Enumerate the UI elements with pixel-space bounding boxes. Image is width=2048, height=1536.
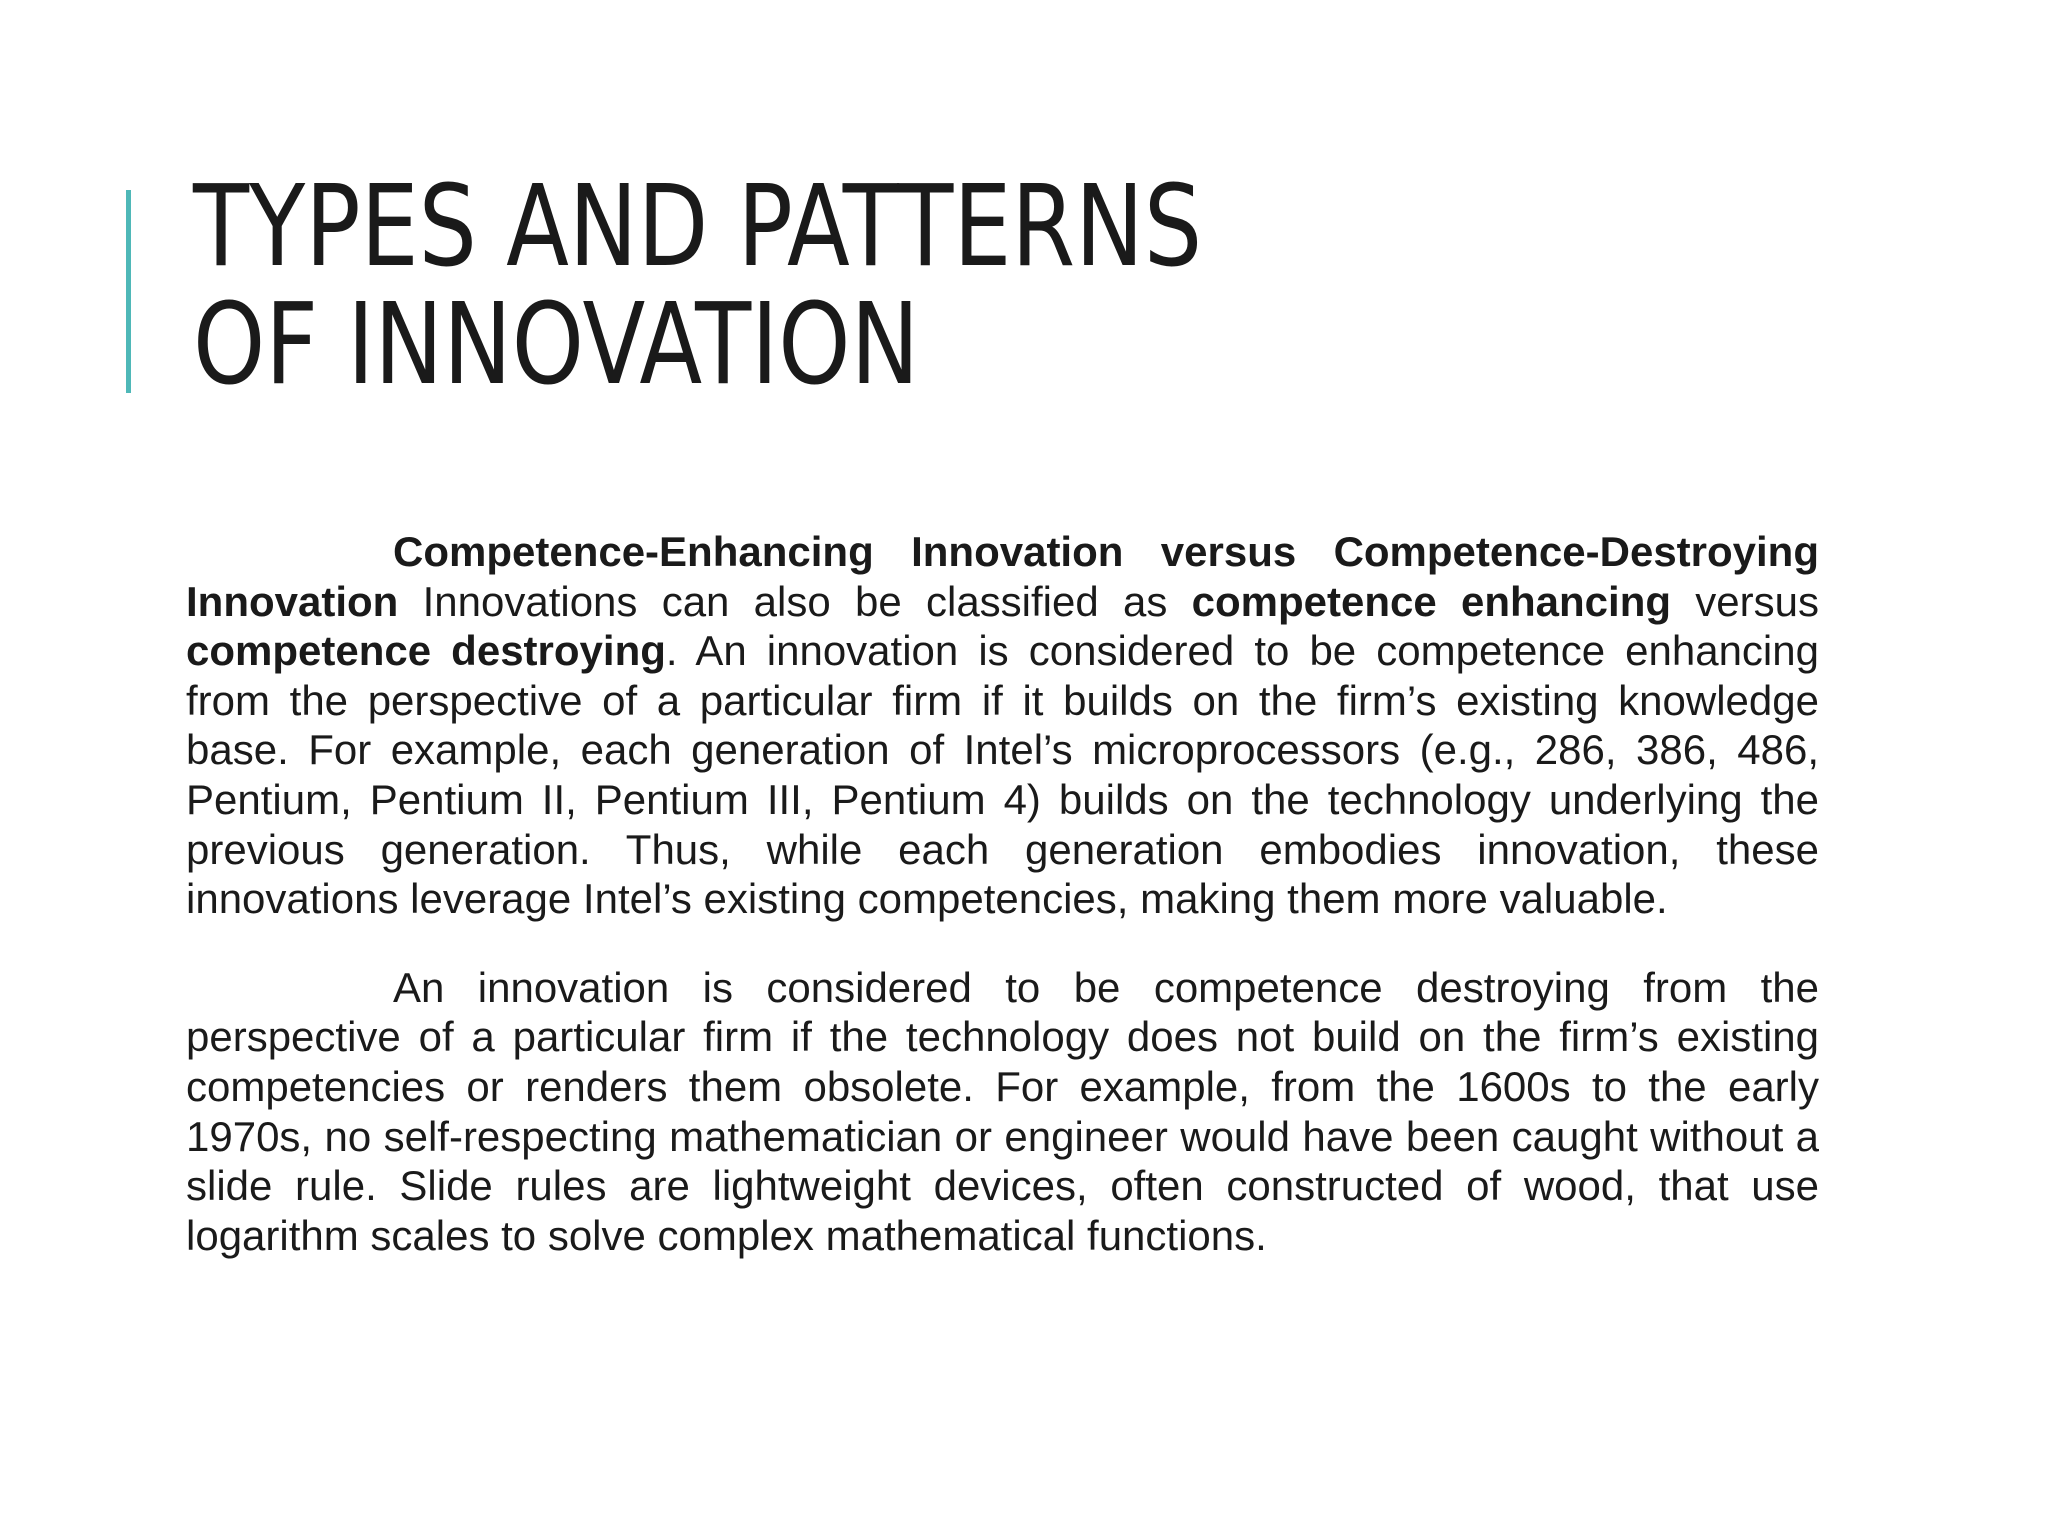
paragraph-text: versus [1671,577,1819,625]
slide-title [193,162,1423,410]
paragraph-heading: Competence-Enhancing Innovation versus Competence-Destroying Innovation [186,528,1819,625]
paragraph-competence-destroying: An innovation is considered to be competence destroying from the perspective of a particular firm if the technology does not build on the firm’s existing competencies or renders them obsolete. For example, from the 1600s to the early 1970s, no self-respecting mathematician or engineer would have been caught without a slide rule. Slide rules are lightweight devices, often constructed of wood, that use logarithm scales to solve complex mathematical functions. [186,963,1819,1259]
paragraph-text: Innovations can also be classified as [398,577,1192,625]
title-accent-bar [126,190,131,393]
paragraph-competence-enhancing [186,527,1819,924]
paragraph-text: . An innovation is considered to be competence enhancing from the perspective of a particular firm if it builds on the firm’s existing knowledge base. For example, each generation of Intel’s microprocessors (e.g., 286, 386, 486, Pentium, Pentium II, Pentium III, Pentium 4) builds on the technology underlying the previous generation. Thus, while each generation embodies innovation, these innovations leverage Intel’s existing competencies, making them more valuable. [186,627,1819,923]
slide-title-line-1: TYPES AND PATTERNS [193,162,1203,292]
term-competence-enhancing: competence enhancing [1191,577,1672,625]
slide-body [186,527,1819,1260]
term-competence-destroying: competence destroying [186,627,666,675]
slide-title-line-2: OF INNOVATION [193,280,920,410]
